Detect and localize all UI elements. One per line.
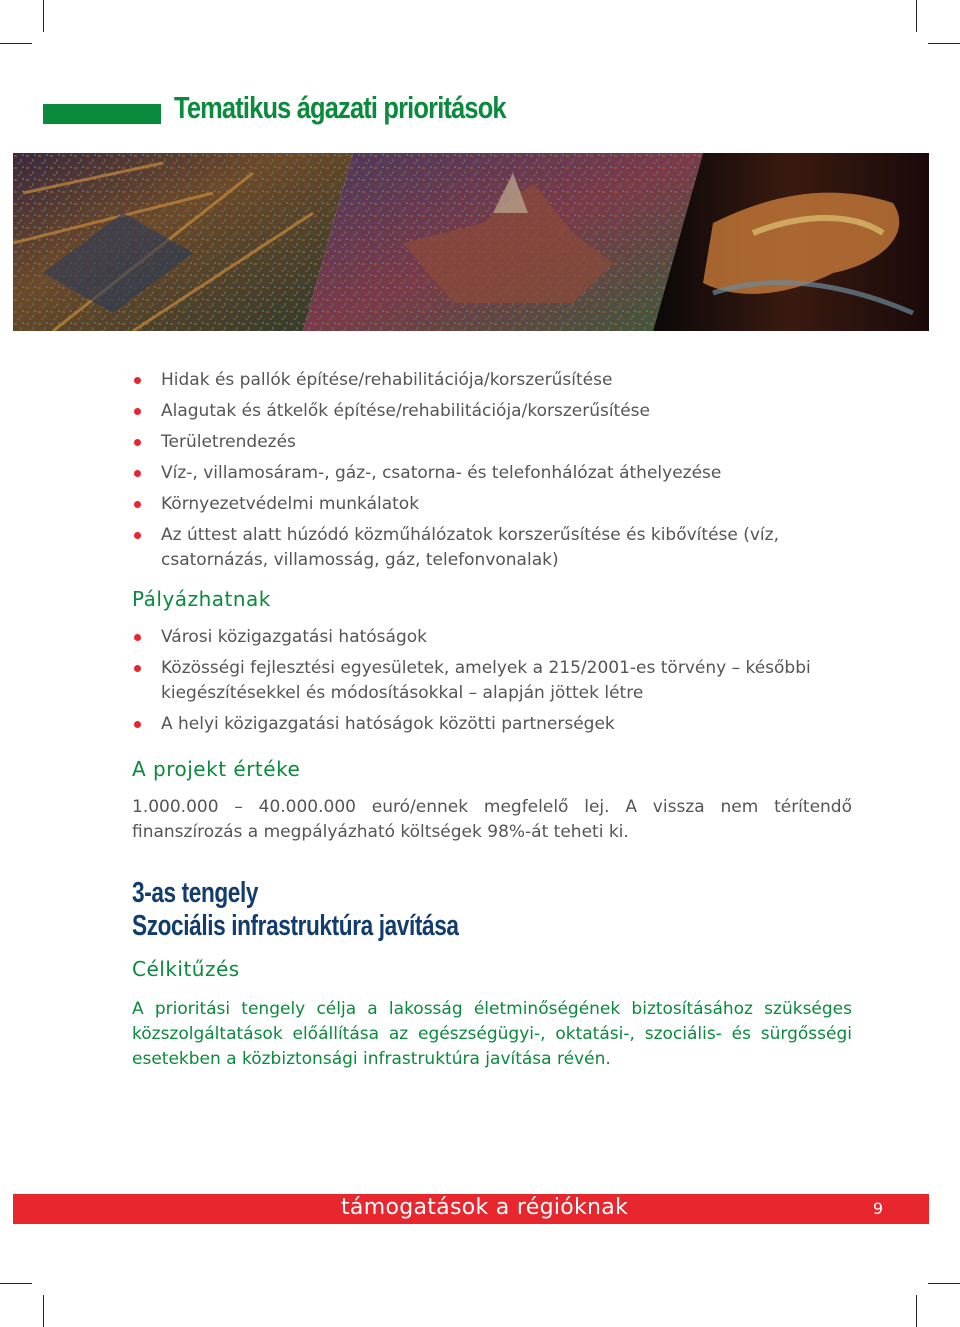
axis-title-line1: 3-as tengely: [132, 877, 259, 909]
list-item: Városi közigazgatási hatóságok: [132, 625, 852, 650]
footer-bar: [13, 1194, 929, 1224]
crop-mark: [916, 0, 917, 32]
goal-heading: Célkitűzés: [132, 957, 240, 981]
photo-collage-image: [13, 153, 929, 331]
project-value-text: 1.000.000 – 40.000.000 euró/ennek megfelelő lej. A vissza nem térítendő finanszírozás a megpályázható költségek 98%-át teheti ki.: [132, 797, 852, 842]
crop-mark: [928, 1283, 960, 1284]
eligible-heading: Pályázhatnak: [132, 587, 271, 611]
header-accent-bar: [43, 104, 161, 124]
activities-list: [132, 368, 852, 573]
photo-collage: [13, 153, 929, 331]
list-item: Környezetvédelmi munkálatok: [132, 492, 852, 517]
page-number: 9: [872, 1199, 883, 1218]
page-title: Tematikus ágazati prioritások: [174, 90, 506, 125]
crop-mark: [0, 1283, 32, 1284]
list-item: Víz-, villamosáram-, gáz-, csatorna- és telefonhálózat áthelyezése: [132, 461, 852, 486]
footer-text: támogatások a régióknak: [341, 1195, 629, 1220]
list-item: Az úttest alatt húzódó közműhálózatok korszerűsítése és kibővítése (víz, csatornázás, villamosság, gáz, telefonvonalak): [132, 523, 852, 573]
goal-text: A prioritási tengely célja a lakosság életminőségének biztosításához szükséges közszolgáltatások előállítása az egészségügyi-, oktatási-, szociális- és sürgősségi esetekben a közbiztonsági infrastruktúra javítása révén.: [132, 999, 852, 1069]
axis-title-line2: Szociális infrastruktúra javítása: [132, 910, 459, 942]
list-item: A helyi közigazgatási hatóságok közötti partnerségek: [132, 712, 852, 737]
project-value-heading: A projekt értéke: [132, 757, 301, 781]
crop-mark: [928, 43, 960, 44]
list-item: Közösségi fejlesztési egyesületek, amelyek a 215/2001-es törvény – későbbi kiegészítésekkel és módosításokkal – alapján jöttek létre: [132, 656, 852, 706]
axis-title: [132, 877, 834, 943]
list-item: Hidak és pallók építése/rehabilitációja/korszerűsítése: [132, 368, 852, 393]
list-item: Területrendezés: [132, 430, 852, 455]
crop-mark: [43, 0, 44, 32]
crop-mark: [916, 1295, 917, 1327]
list-item: Alagutak és átkelők építése/rehabilitációja/korszerűsítése: [132, 399, 852, 424]
main-content: [132, 368, 852, 1072]
eligible-list: [132, 625, 852, 737]
crop-mark: [43, 1295, 44, 1327]
crop-mark: [0, 43, 32, 44]
